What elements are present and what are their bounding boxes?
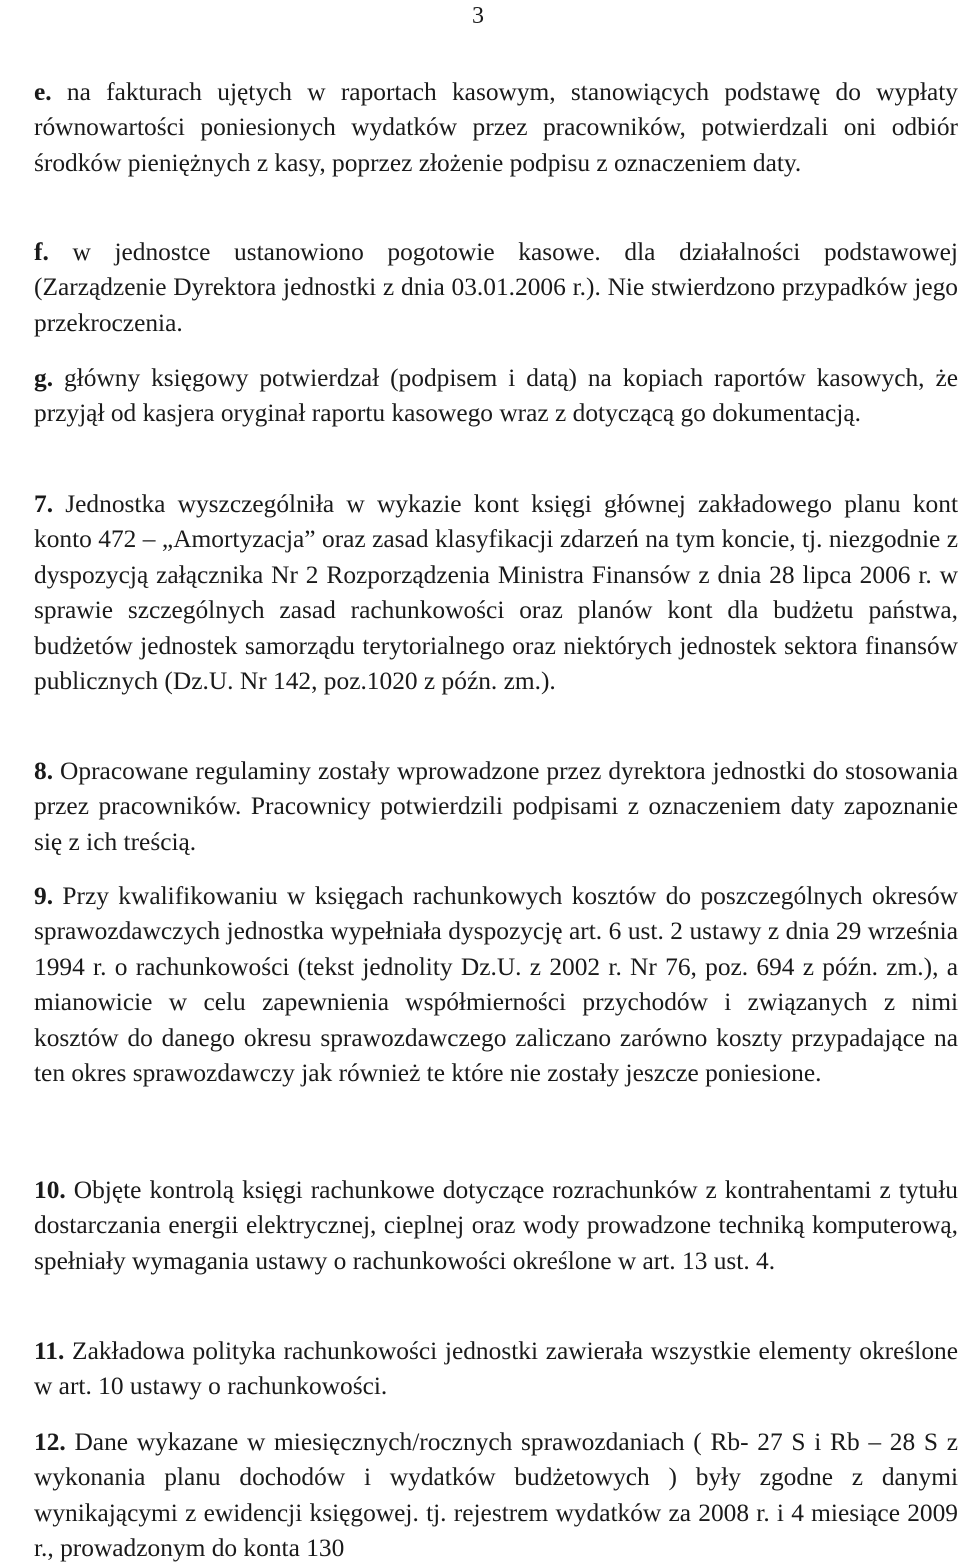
paragraph-8 (34, 754, 958, 860)
paragraph-e (34, 75, 958, 181)
paragraph-text: Opracowane regulaminy zostały wprowadzone przez dyrektora jednostki do stosowania przez pracowników. Pracownicy potwierdzili podpisami z oznaczeniem daty zapoznanie się z ich treścią. (34, 757, 958, 856)
paragraph-text: na fakturach ujętych w raportach kasowym, stanowiących podstawę do wypłaty równowartości poniesionych wydatków przez pracowników, potwierdzali oni odbiór środków pieniężnych z kasy, poprzez złożenie podpisu z oznaczeniem daty. (34, 78, 958, 177)
paragraph-9 (34, 879, 958, 1091)
page-number: 3 (472, 3, 484, 29)
paragraph-12 (34, 1425, 958, 1567)
paragraph-f (34, 235, 958, 341)
paragraph-text: Zakładowa polityka rachunkowości jednostki zawierała wszystkie elementy określone w art. 10 ustawy o rachunkowości. (34, 1337, 958, 1401)
paragraph-label: 10. (34, 1176, 66, 1204)
paragraph-label: 9. (34, 882, 54, 910)
paragraph-label: g. (34, 364, 54, 392)
paragraph-text: Jednostka wyszczególniła w wykazie kont księgi głównej zakładowego planu kont konto 472 – „Amortyzacja” oraz zasad klasyfikacji zdarzeń na tym koncie, tj. niezgodnie z dyspozycją załącznika Nr 2 Rozporządzenia Ministra Finansów z dnia 28 lipca 2006 r. w sprawie szczególnych zasad rachunkowości oraz planów kont dla budżetu państwa, budżetów jednostek samorządu terytorialnego oraz niektórych jednostek sektora finansów publicznych (Dz.U. Nr 142, poz.1020 z późn. zm.). (34, 490, 958, 696)
paragraph-text: Dane wykazane w miesięcznych/rocznych sprawozdaniach ( Rb- 27 S i Rb – 28 S z wykonania planu dochodów i wydatków budżetowych ) były zgodne z danymi wynikającymi z ewidencji księgowej. tj. rejestrem wydatków za 2008 r. i 4 miesiące 2009 r., prowadzonym do konta 130 (34, 1428, 958, 1563)
paragraph-label: 11. (34, 1337, 65, 1365)
paragraph-11 (34, 1334, 958, 1405)
paragraph-text: w jednostce ustanowiono pogotowie kasowe. dla działalności podstawowej (Zarządzenie Dyrektora jednostki z dnia 03.01.2006 r.). Nie stwierdzono przypadków jego przekroczenia. (34, 238, 958, 337)
paragraph-g (34, 361, 958, 432)
paragraph-label: e. (34, 78, 52, 106)
paragraph-label: 7. (34, 490, 54, 518)
paragraph-label: f. (34, 238, 49, 266)
paragraph-label: 8. (34, 757, 54, 785)
paragraph-text: Przy kwalifikowaniu w księgach rachunkowych kosztów do poszczególnych okresów sprawozdawczych jednostka wypełniała dyspozycję art. 6 ust. 2 ustawy z dnia 29 września 1994 r. o rachunkowości (tekst jednolity Dz.U. z 2002 r. Nr 76, poz. 694 z późn. zm.), a mianowicie w celu zapewnienia współmierności przychodów i związanych z nimi kosztów do danego okresu sprawozdawczego zaliczano zarówno koszty przypadające na ten okres sprawozdawczy jak również te które nie zostały jeszcze poniesione. (34, 882, 958, 1088)
paragraph-label: 12. (34, 1428, 66, 1456)
paragraph-10 (34, 1173, 958, 1279)
paragraph-7 (34, 487, 958, 699)
paragraph-text: Objęte kontrolą księgi rachunkowe dotyczące rozrachunków z kontrahentami z tytułu dostarczania energii elektrycznej, cieplnej oraz wody prowadzone techniką komputerową, spełniały wymagania ustawy o rachunkowości określone w art. 13 ust. 4. (34, 1176, 958, 1275)
paragraph-text: główny księgowy potwierdzał (podpisem i datą) na kopiach raportów kasowych, że przyjął od kasjera oryginał raportu kasowego wraz z dotyczącą go dokumentacją. (34, 364, 958, 428)
